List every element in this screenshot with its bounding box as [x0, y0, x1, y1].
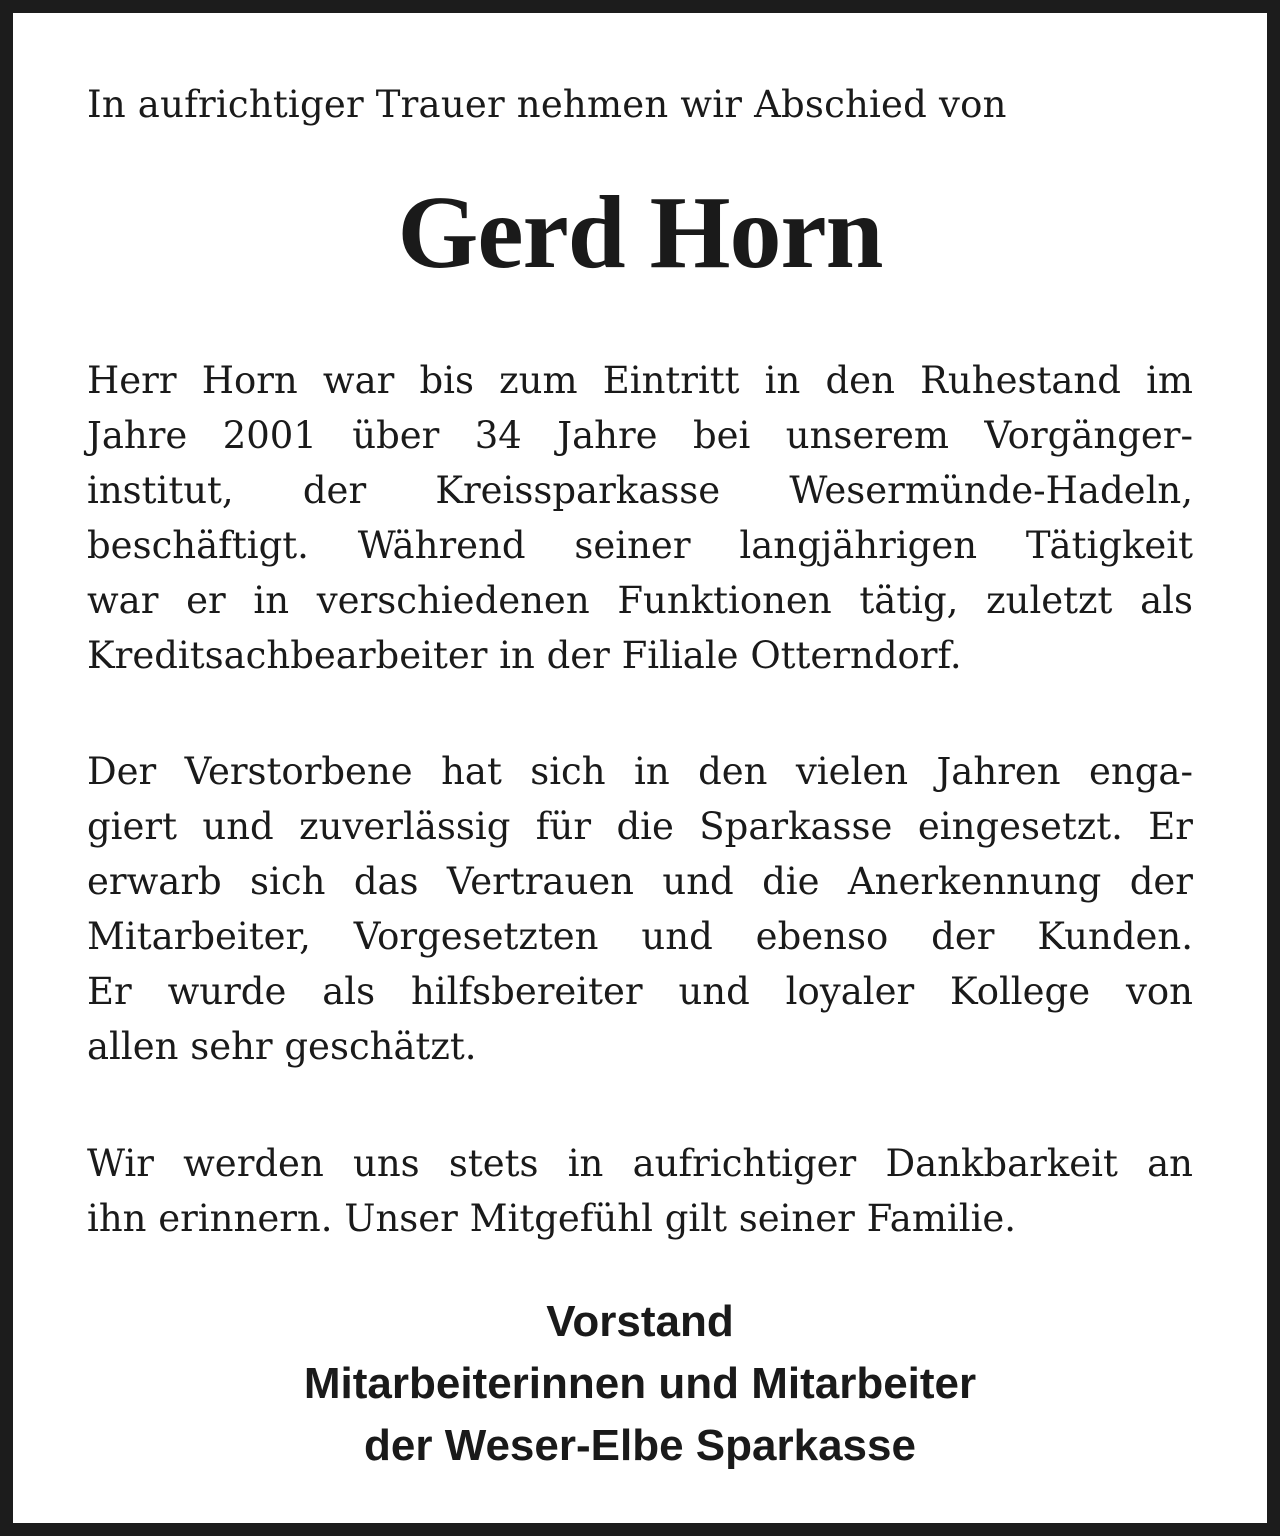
- signature-line-board: Vorstand: [546, 1297, 734, 1346]
- text-line: Er wurde als hilfsbereiter und loyaler Kollege von: [87, 970, 1193, 1013]
- signature-block: [87, 1291, 1193, 1477]
- text-line: institut, der Kreissparkasse Wesermünde-Hadeln,: [87, 469, 1193, 512]
- text-line: Kreditsachbearbeiter in der Filiale Otterndorf.: [87, 634, 962, 677]
- text-line: allen sehr geschätzt.: [87, 1025, 477, 1068]
- text-line: beschäftigt. Während seiner langjährigen Tätigkeit: [87, 524, 1193, 567]
- text-line: ihn erinnern. Unser Mitgefühl gilt seiner Familie.: [87, 1197, 1017, 1240]
- signature-line-bank: der Weser-Elbe Sparkasse: [364, 1421, 916, 1470]
- paragraph-career: [87, 353, 1193, 683]
- paragraph-tribute: [87, 744, 1193, 1074]
- text-line: giert und zuverlässig für die Sparkasse eingesetzt. Er: [87, 805, 1193, 848]
- signature-line-staff: Mitarbeiterinnen und Mitarbeiter: [303, 1359, 977, 1408]
- text-line: erwarb sich das Vertrauen und die Anerkennung der: [87, 860, 1193, 903]
- intro-line: In aufrichtiger Trauer nehmen wir Abschied von: [87, 83, 1007, 126]
- text-line: war er in verschiedenen Funktionen tätig, zuletzt als: [87, 579, 1193, 622]
- text-line: Jahre 2001 über 34 Jahre bei unserem Vorgänger-: [87, 414, 1193, 457]
- paragraph-remembrance: [87, 1136, 1193, 1246]
- text-line: Wir werden uns stets in aufrichtiger Dankbarkeit an: [87, 1142, 1193, 1185]
- text-line: Herr Horn war bis zum Eintritt in den Ruhestand im: [87, 359, 1193, 402]
- text-line: Mitarbeiter, Vorgesetzten und ebenso der Kunden.: [87, 915, 1193, 958]
- text-line: Der Verstorbene hat sich in den vielen Jahren enga-: [87, 750, 1193, 793]
- deceased-name: Gerd Horn: [397, 175, 883, 290]
